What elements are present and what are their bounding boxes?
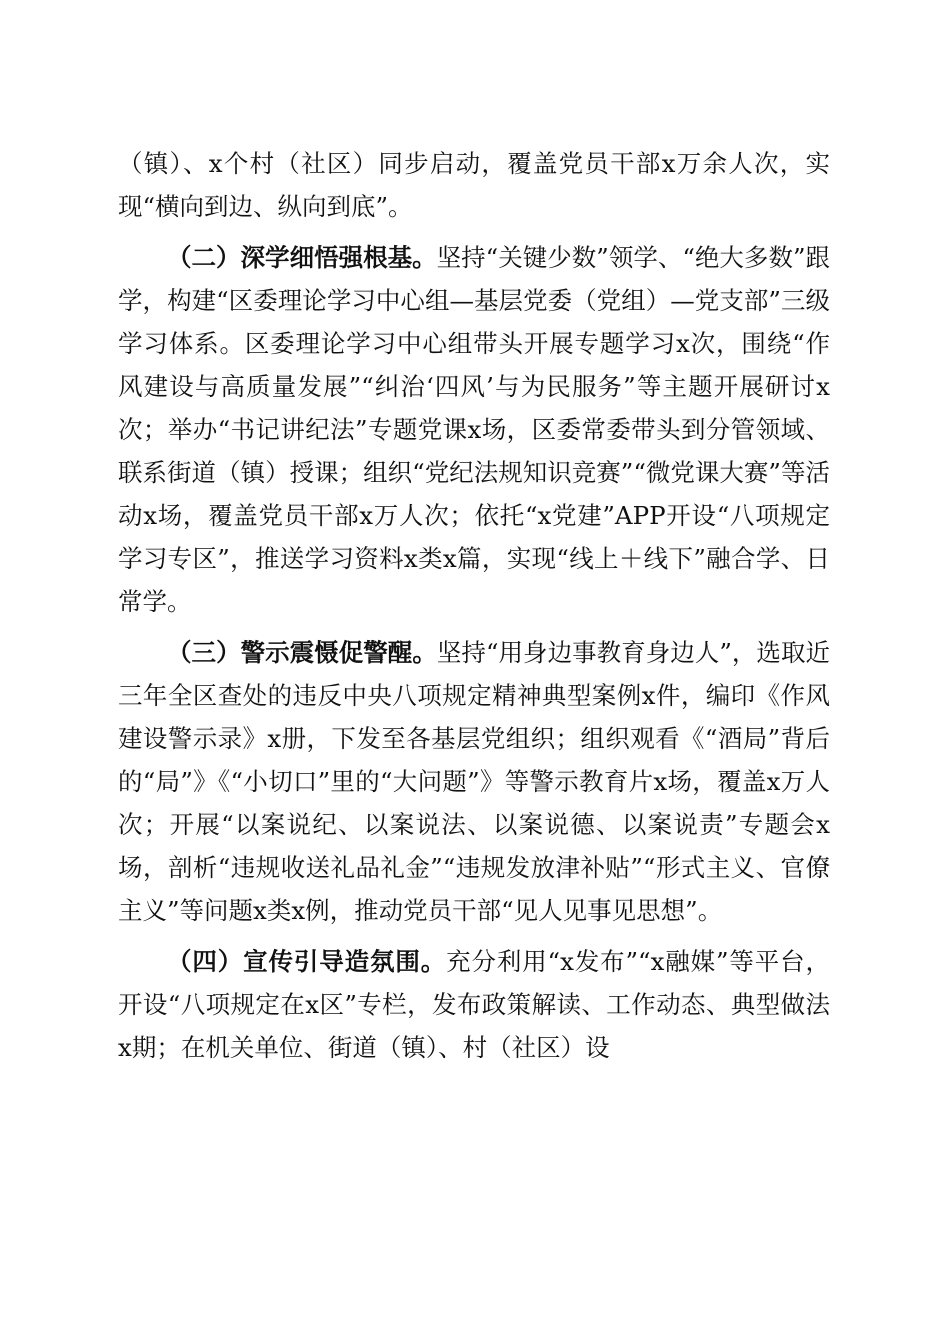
paragraph-body: 坚持“关键少数”领学、“绝大多数”跟学，构建“区委理论学习中心组—基层党委（党组）—党支部”三级学习体系。区委理论学习中心组带头开展专题学习x次，围绕“作风建设与高质量发展”“纠治‘四风’与为民服务”等主题开展研讨x次；举办“书记讲纪法”专题党课x场，区委常委带头到分管领域、联系街道（镇）授课；组织“党纪法规知识竞赛”“微党课大赛”等活动x场，覆盖党员干部x万人次；依托“x党建”APP开设“八项规定学习专区”，推送学习资料x类x篇，实现“线上＋线下”融合学、日常学。: [118, 243, 830, 616]
paragraph-body: （镇）、x个村（社区）同步启动，覆盖党员干部x万余人次，实现“横向到边、纵向到底”。: [118, 149, 830, 221]
document-page: [118, 142, 830, 1069]
paragraph-continuation: [118, 142, 830, 228]
paragraph-body: 坚持“用身边事教育身边人”，选取近三年全区查处的违反中央八项规定精神典型案例x件，编印《作风建设警示录》x册，下发至各基层党组织；组织观看《“酒局”背后的“局”》《“小切口”里的“大问题”》等警示教育片x场，覆盖x万人次；开展“以案说纪、以案说法、以案说德、以案说责”专题会x场，剖析“违规收送礼品礼金”“违规发放津补贴”“形式主义、官僚主义”等问题x类x例，推动党员干部“见人见事见思想”。: [118, 638, 830, 925]
section-heading: （三）警示震慑促警醒。: [167, 638, 437, 667]
section-heading: （二）深学细悟强根基。: [167, 243, 437, 272]
paragraph-section-4: [118, 940, 830, 1069]
paragraph-section-3: [118, 631, 830, 932]
section-heading: （四）宣传引导造氛围。: [167, 947, 447, 976]
paragraph-body: 充分利用“x发布”“x融媒”等平台，开设“八项规定在x区”专栏，发布政策解读、工作动态、典型做法x期；在机关单位、街道（镇）、村（社区）设: [118, 947, 831, 1062]
paragraph-section-2: [118, 236, 830, 623]
